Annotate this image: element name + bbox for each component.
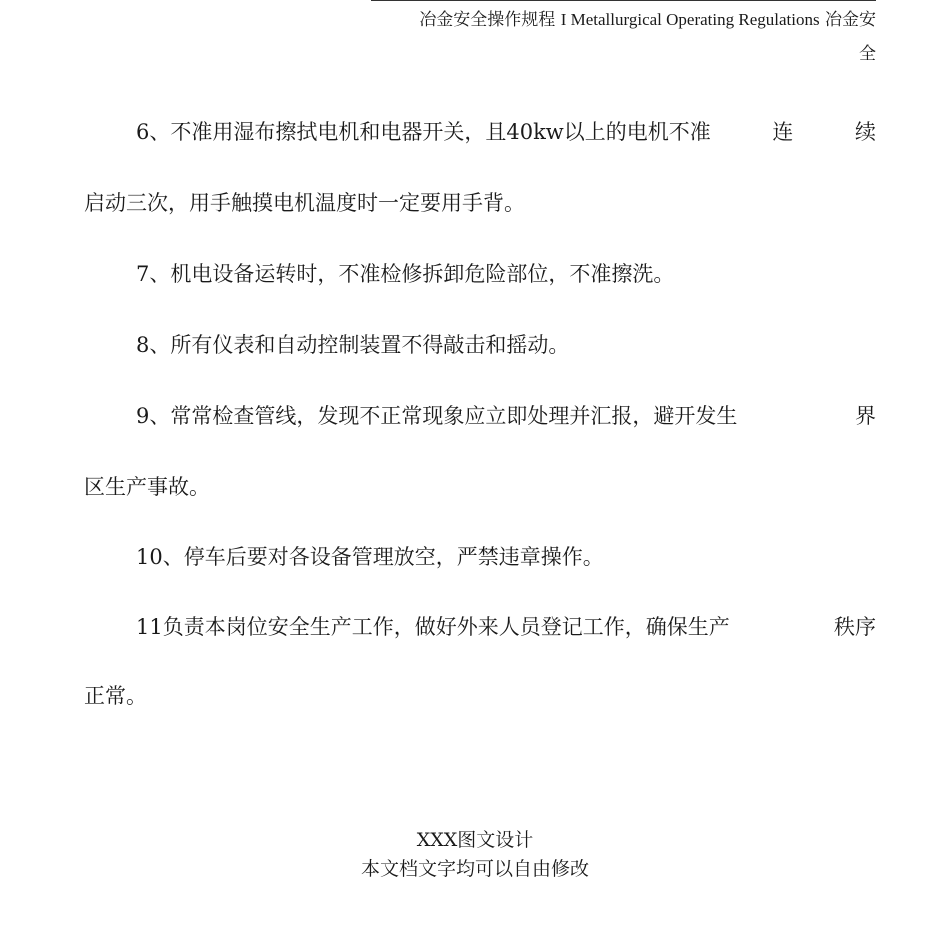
paragraph-11-text: 11负责本岗位安全生产工作，做好外来人员登记工作，确保生产 <box>136 615 730 639</box>
paragraph-9-char: 界 <box>855 404 876 428</box>
paragraph-6-char: 连 <box>772 120 794 144</box>
running-header-continuation: 全 <box>859 44 876 64</box>
running-header <box>419 9 876 31</box>
paragraph-11-line-1 <box>136 615 928 639</box>
header-title-cn: 冶金安全操作规程 <box>419 10 556 30</box>
paragraph-9-line-2: 区生产事故。 <box>84 475 210 499</box>
paragraph-6-char: 续 <box>855 120 876 144</box>
paragraph-6-text: 6、不准用湿布擦拭电机和电器开关，且40kw以上的电机不准 <box>136 120 711 144</box>
header-title-cn-tail: 冶金安 <box>825 10 876 30</box>
paragraph-11-char: 秩序 <box>834 615 876 639</box>
footer-line-1: XXX图文设计 <box>416 829 534 851</box>
footer-line-2: 本文档文字均可以自由修改 <box>360 858 589 880</box>
paragraph-9-text: 9、常常检查管线，发现不正常现象应立即处理并汇报，避开发生 <box>136 404 738 428</box>
paragraph-6-line-1 <box>136 120 928 144</box>
paragraph-7: 7、机电设备运转时，不准检修拆卸危险部位，不准擦洗。 <box>136 262 675 286</box>
paragraph-8: 8、所有仪表和自动控制装置不得敲击和摇动。 <box>136 333 570 357</box>
paragraph-9-line-1 <box>136 404 928 428</box>
paragraph-6-line-2: 启动三次，用手触摸电机温度时一定要用手背。 <box>84 191 525 215</box>
paragraph-10: 10、停车后要对各设备管理放空，严禁违章操作。 <box>136 545 604 569</box>
paragraph-11-line-2: 正常。 <box>84 684 147 708</box>
header-rule <box>371 0 876 1</box>
header-title-en: I Metallurgical Operating Regulations <box>560 10 820 29</box>
